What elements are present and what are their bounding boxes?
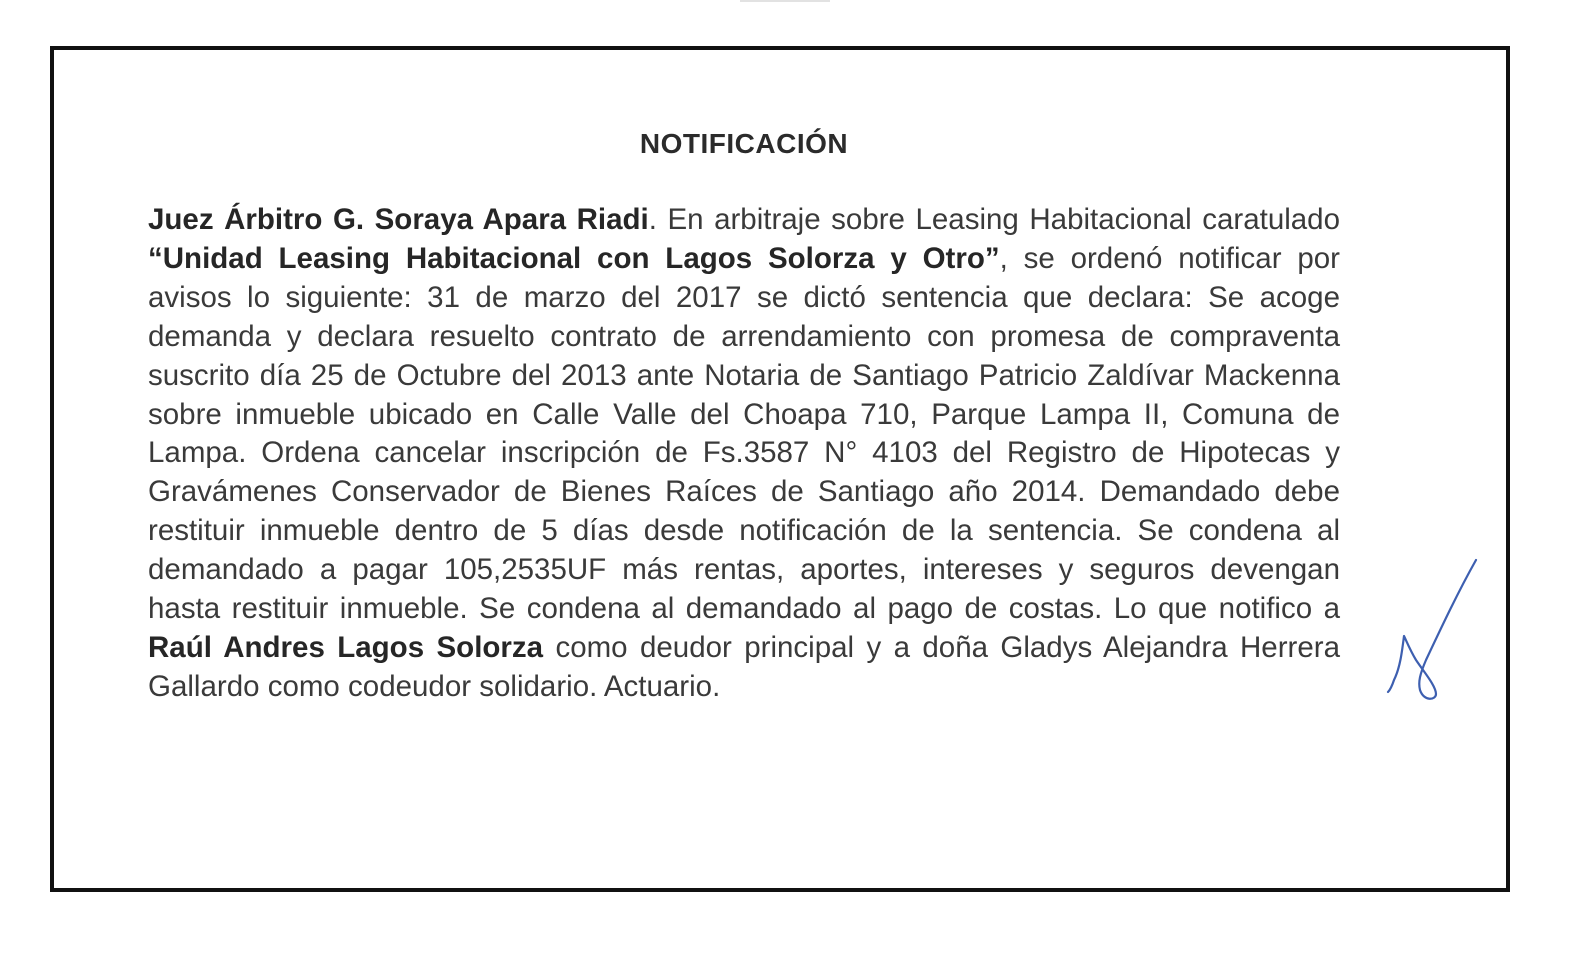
notice-title: NOTIFICACIÓN	[639, 128, 849, 159]
body-text-intro: . En arbitraje sobre Leasing Habitacional caratulado	[648, 203, 1340, 236]
body-text-closing: como deudor principal y a doña Gladys Alejandra Herrera Gallardo como codeudor solidario. Actuario.	[148, 630, 1340, 703]
judge-name: Juez Árbitro G. Soraya Apara Riadi	[148, 203, 649, 236]
notice-body	[148, 201, 1340, 707]
debtor-name: Raúl Andres Lagos Solorza	[148, 630, 544, 664]
scan-mark	[740, 0, 830, 6]
body-text-ruling: , se ordenó notificar por avisos lo siguiente: 31 de marzo del 2017 se dictó sentencia que declara: Se acoge demanda y declara resuelto contrato de arrendamiento con promesa de compraventa suscrito día 25 de Octubre del 2013 ante Notaria de Santiago Patricio Zaldívar Mackenna sobre inmueble ubicado en Calle Valle del Choapa 710, Parque Lampa II, Comuna de Lampa. Ordena cancelar inscripción de Fs.3587 N° 4103 del Registro de Hipotecas y Gravámenes Conservador de Bienes Raíces de Santiago año 2014. Demandado debe restituir inmueble dentro de 5 días desde notificación de la sentencia. Se condena al demandado a pagar 105,2535UF más rentas, aportes, intereses y seguros devengan hasta restituir inmueble. Se condena al demandado al pago de costas. Lo que notifico a	[148, 241, 1340, 626]
handwritten-signature	[1380, 556, 1490, 706]
case-title: “Unidad Leasing Habitacional con Lagos Solorza y Otro”	[148, 241, 1000, 275]
